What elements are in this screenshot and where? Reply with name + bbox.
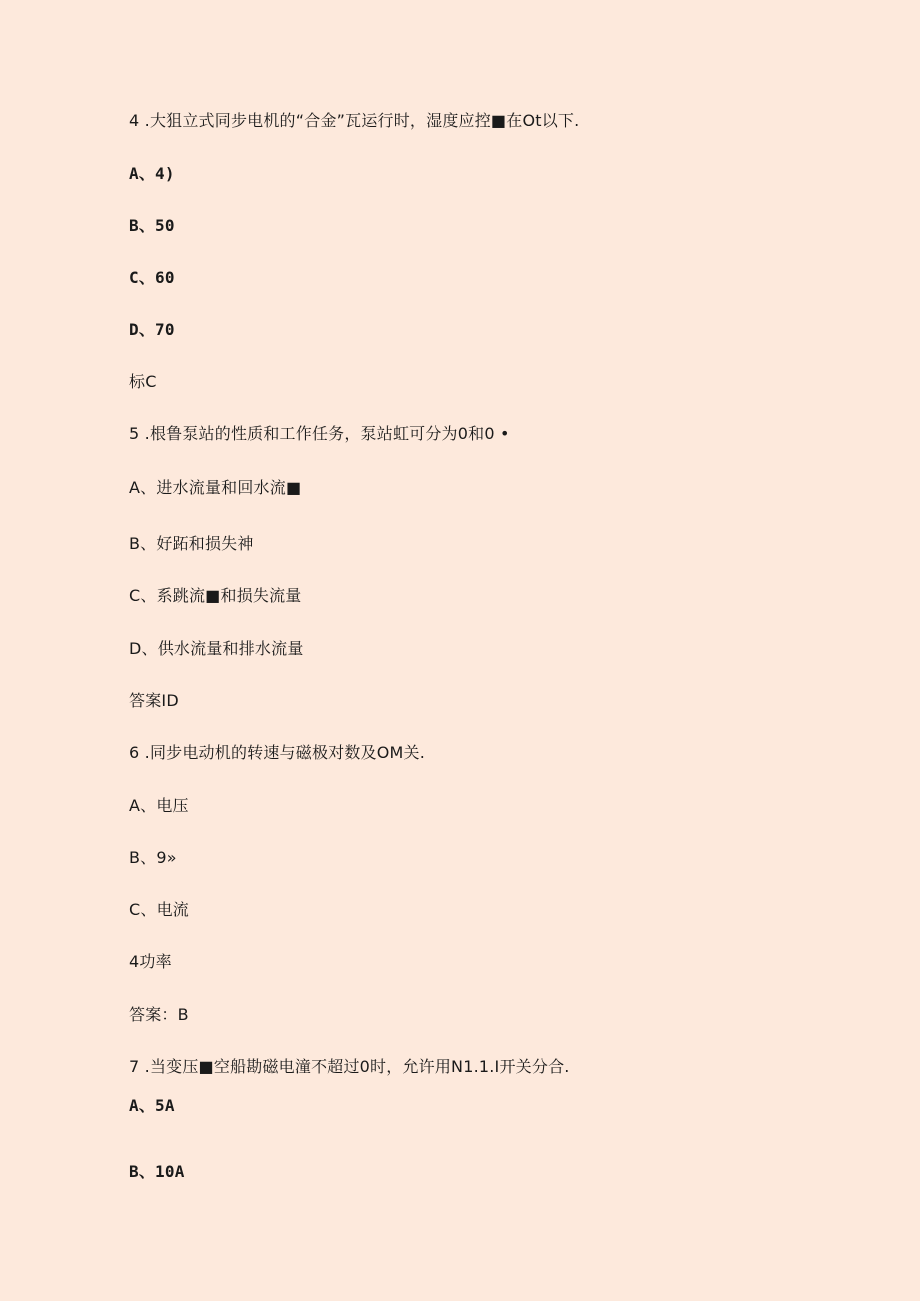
- question-7-option-b: B、10A: [129, 1162, 185, 1181]
- question-5-option-a: A、进水流量和回水流■: [129, 478, 302, 497]
- question-4-option-c: C、60: [129, 268, 175, 287]
- question-4-option-d: D、70: [129, 320, 175, 339]
- question-6-option-a: A、电压: [129, 796, 189, 815]
- question-5-stem: 5 .根鲁泵站的性质和工作任务，泵站虹可分为0和0 •: [129, 424, 510, 443]
- question-4-option-b: B、50: [129, 216, 175, 235]
- question-7-stem: 7 .当变压■空船勘磁电潼不超过0时，允许用N1.1.I开关分合.: [129, 1057, 570, 1076]
- question-5-option-c: C、系跳流■和损失流量: [129, 586, 302, 605]
- question-5-option-b: B、好跖和损失神: [129, 534, 254, 553]
- question-6-answer: 答案：B: [129, 1005, 189, 1024]
- question-4-stem: 4 .大狙立式同步电机的“合金”瓦运行时，湿度应控■在Ot以下.: [129, 111, 580, 130]
- question-6-option-c: C、电流: [129, 900, 189, 919]
- question-7-option-a: A、5A: [129, 1096, 175, 1115]
- question-6-option-d: 4功率: [129, 952, 172, 971]
- question-4-option-a: A、4): [129, 164, 175, 183]
- question-6-option-b: B、9»: [129, 848, 177, 867]
- question-6-stem: 6 .同步电动机的转速与磁极对数及OM关.: [129, 743, 426, 762]
- question-5-option-d: D、供水流量和排水流量: [129, 639, 304, 658]
- question-5-answer: 答案ID: [129, 691, 179, 710]
- question-4-answer: 标C: [129, 372, 157, 391]
